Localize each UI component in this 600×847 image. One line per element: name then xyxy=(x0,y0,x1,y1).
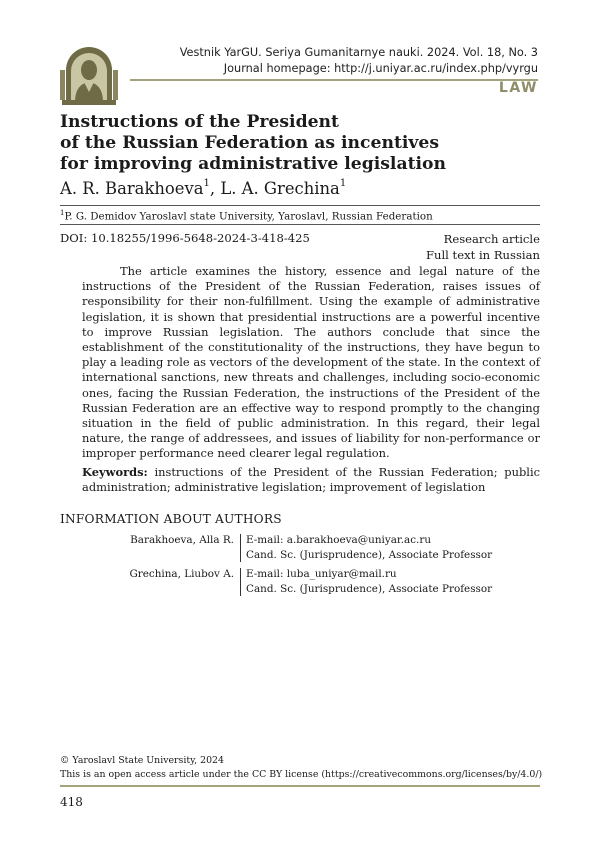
author-degree: Cand. Sc. (Jurisprudence), Associate Professor xyxy=(246,548,493,561)
affiliation-bottom-rule xyxy=(60,224,540,225)
title-line: Instructions of the President xyxy=(60,112,339,132)
affiliation-marker: 1 xyxy=(203,178,210,189)
copyright-notice: © Yaroslavl State University, 2024 xyxy=(60,755,224,766)
title-line: of the Russian Federation as incentives xyxy=(60,133,440,153)
page-number: 418 xyxy=(60,795,83,809)
affiliation-text: P. G. Demidov Yaroslavl state University, Yaroslavl, Russian Federation xyxy=(64,210,433,223)
journal-homepage: Journal homepage: http://j.uniyar.ac.ru/index.php/vyrgu xyxy=(223,62,538,75)
author-name: L. A. Grechina xyxy=(220,179,340,198)
authors-info-heading: INFORMATION ABOUT AUTHORS xyxy=(60,512,282,526)
doi-link[interactable]: DOI: 10.18255/1996-5648-2024-3-418-425 xyxy=(60,231,310,245)
author-email[interactable]: E-mail: a.barakhoeva@uniyar.ac.ru xyxy=(246,534,432,546)
author-info-divider xyxy=(240,534,241,562)
title-line: for improving administrative legislation xyxy=(60,154,447,174)
footer-divider xyxy=(60,785,540,787)
article-title xyxy=(60,112,530,175)
author-degree: Cand. Sc. (Jurisprudence), Associate Professor xyxy=(246,582,493,595)
full-text-language: Full text in Russian xyxy=(425,248,540,262)
author-info-divider xyxy=(240,568,241,596)
affiliation-marker: 1 xyxy=(339,178,347,189)
author-name: A. R. Barakhoeva xyxy=(60,179,204,198)
author-info-details xyxy=(246,567,492,597)
article-type xyxy=(426,231,540,263)
author-list xyxy=(60,179,346,198)
header-divider xyxy=(130,79,538,81)
section-label: LAW xyxy=(498,80,538,96)
author-info-details xyxy=(246,533,492,563)
affiliation-top-rule xyxy=(60,205,540,206)
author-separator: , xyxy=(209,179,221,198)
abstract: The article examines the history, essence and legal nature of the instructions of the President of the Russian Federation, raises issues of responsibility for their non-fulfillment. Using the example of administrative legislation, it is shown that presidential instructions are a powerful incentive to improve Russian legislation. The authors conclude that since the establishment of the constitutionality of the instructions, they have begun to play a leading role as vectors of the development of the state. In the context of international sanctions, new threats and challenges, including socio-economic ones, facing the Russian Federation, the instructions of the President of the Russian Federation are an effective way to respond promptly to the changing situation in the field of public administration. In this regard, their legal nature, the range of addressees, and issues of liability for non-performance or improper performance need clearer legal regulation. xyxy=(82,264,541,461)
license-notice: This is an open access article under the CC BY license (https://creativecommons.org/licenses/by/4.0/) xyxy=(60,769,543,780)
affiliation xyxy=(60,209,433,222)
journal-citation: Vestnik YarGU. Seriya Gumanitarnye nauki. 2024. Vol. 18, No. 3 xyxy=(179,46,538,59)
author-info-name: Grechina, Liubov A. xyxy=(129,568,234,580)
affiliation-marker: 1 xyxy=(60,209,65,217)
keywords xyxy=(82,465,540,495)
author-info-name: Barakhoeva, Alla R. xyxy=(130,534,234,546)
author-email[interactable]: E-mail: luba_uniyar@mail.ru xyxy=(246,568,397,580)
journal-logo-icon xyxy=(58,40,120,106)
keywords-label: Keywords: xyxy=(82,465,148,479)
keywords-text: instructions of the President of the Russian Federation; public administration; administrative legislation; improvement of legislation xyxy=(82,465,541,495)
author-info-row xyxy=(60,567,540,597)
author-info-row xyxy=(60,533,540,563)
article-type-label: Research article xyxy=(443,232,540,246)
